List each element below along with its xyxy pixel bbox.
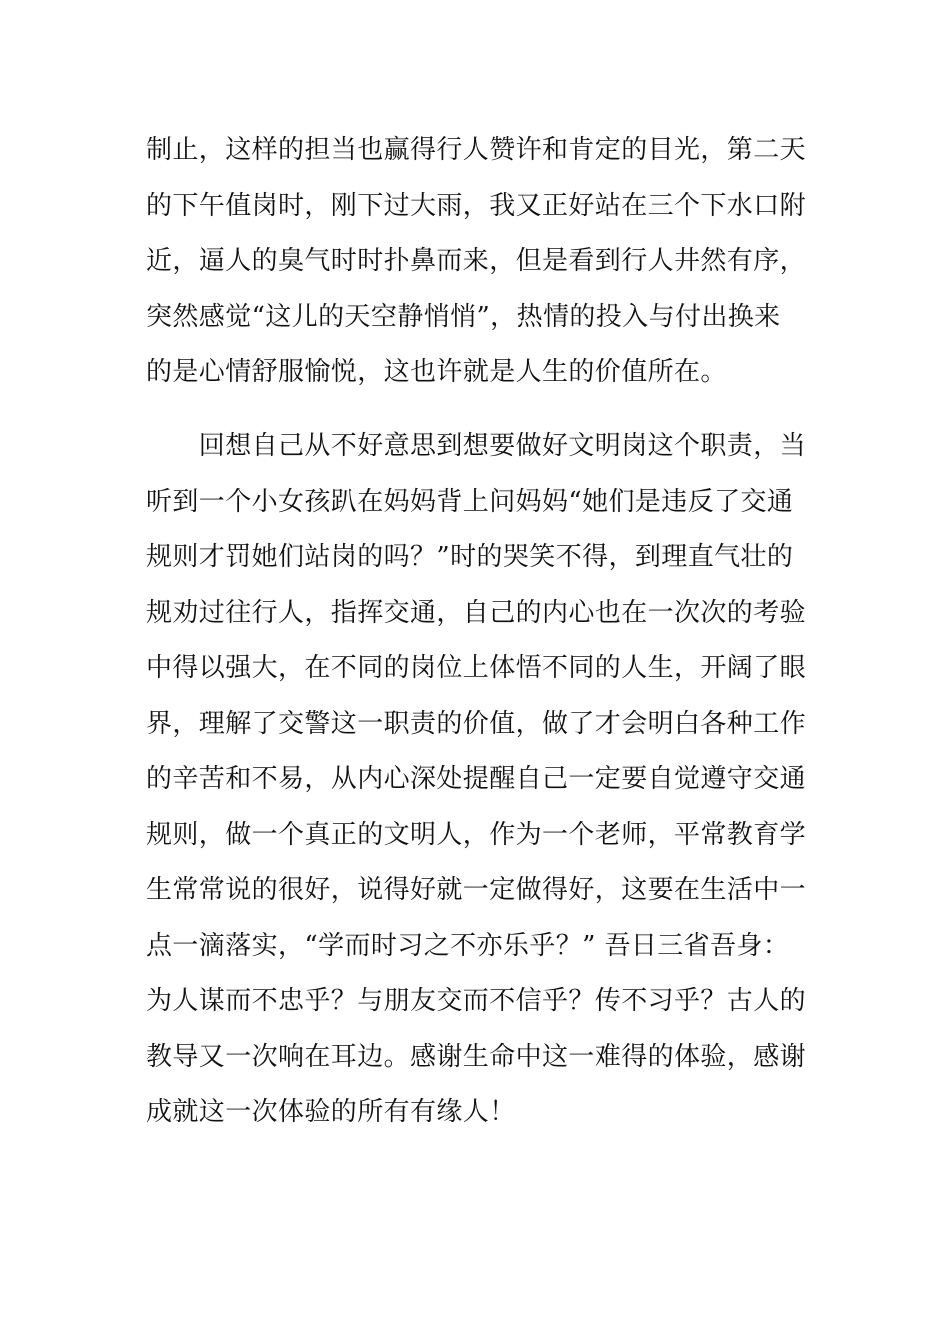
text-line: 规则才罚她们站岗的吗？”时的哭笑不得，到理直气壮的 <box>146 542 794 572</box>
text-line: 的是心情舒服愉悦，这也许就是人生的价值所在。 <box>146 357 727 387</box>
text-line: 中得以强大，在不同的岗位上体悟不同的人生，开阔了眼 <box>146 653 807 683</box>
text-line: 近，逼人的臭气时时扑鼻而来，但是看到行人井然有序， <box>146 246 807 276</box>
text-line: 听到一个小女孩趴在妈妈背上问妈妈“她们是违反了交通 <box>146 486 794 517</box>
text-line: 教导又一次响在耳边。感谢生命中这一难得的体验，感谢 <box>146 1041 807 1072</box>
text-line: 为人谋而不忠乎？与朋友交而不信乎？传不习乎？古人的 <box>146 986 807 1016</box>
text-line: 点一滴落实，“学而时习之不亦乐乎？” 吾日三省吾身： <box>146 930 790 961</box>
text-line: 回想自己从不好意思到想要做好文明岗这个职责，当 <box>146 431 807 461</box>
text-line: 规劝过往行人，指挥交通，自己的内心也在一次次的考验 <box>146 597 807 628</box>
paragraph-2 <box>146 426 816 1148</box>
text-line: 成就这一次体验的所有有缘人！ <box>146 1097 516 1127</box>
text-line: 生常常说的很好，说得好就一定做得好，这要在生活中一 <box>146 875 807 905</box>
text-line: 的下午值岗时，刚下过大雨，我又正好站在三个下水口附 <box>146 190 807 221</box>
text-line: 的辛苦和不易，从内心深处提醒自己一定要自觉遵守交通 <box>146 764 807 794</box>
text-line: 制止，这样的担当也赢得行人赞许和肯定的目光，第二天 <box>146 135 807 165</box>
text-line: 界，理解了交警这一职责的价值，做了才会明白各种工作 <box>146 708 807 739</box>
paragraph-1 <box>146 130 816 408</box>
text-line: 突然感觉“这儿的天空静悄悄”，热情的投入与付出换来 <box>146 301 781 332</box>
text-line: 规则，做一个真正的文明人，作为一个老师，平常教育学 <box>146 819 807 850</box>
